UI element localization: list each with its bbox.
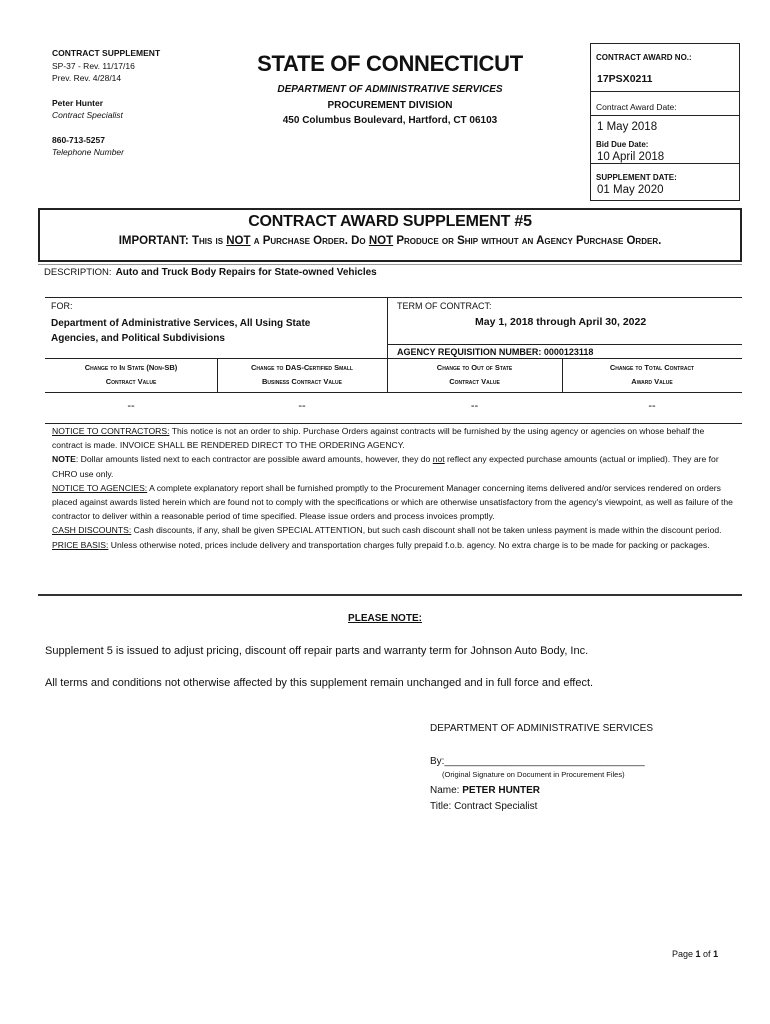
award-date-label: Contract Award Date: bbox=[596, 102, 677, 112]
award-date-value: 1 May 2018 bbox=[597, 121, 658, 133]
col-header-das-small-business: Change to DAS-Certified Small Business Contract Value bbox=[251, 363, 353, 386]
in-state-value: -- bbox=[127, 400, 135, 412]
signature-note: (Original Signature on Document in Procurement Files) bbox=[442, 770, 625, 779]
supplement-title: CONTRACT AWARD SUPPLEMENT #5 bbox=[248, 213, 532, 230]
contact-phone: 860-713-5257 bbox=[52, 134, 105, 145]
supplement-title-bar bbox=[38, 208, 742, 262]
divider bbox=[38, 264, 742, 265]
term-label: TERM OF CONTRACT: bbox=[397, 301, 492, 311]
important-notice: IMPORTANT: This is NOT a Purchase Order. Do NOT Produce or Ship without an Agency Purchase Order. bbox=[118, 235, 662, 247]
notice-price-basis: PRICE BASIS: Unless otherwise noted, prices include delivery and transportation charges fully prepaid f.o.b. agency. No extra charge is to be made for packing or packages. bbox=[52, 539, 710, 550]
award-no-value: 17PSX0211 bbox=[597, 73, 653, 85]
page-number: Page 1 of 1 bbox=[672, 949, 719, 959]
phone-label: Telephone Number bbox=[52, 147, 124, 157]
supplement-date-label: SUPPLEMENT DATE: bbox=[596, 173, 677, 182]
contract-details-table bbox=[45, 297, 742, 424]
notices-section bbox=[52, 424, 737, 552]
please-note-heading: PLEASE NOTE: bbox=[348, 613, 422, 624]
agency-address: 450 Columbus Boulevard, Hartford, CT 06103 bbox=[282, 115, 498, 126]
supplement-date-value: 01 May 2020 bbox=[597, 184, 664, 196]
agency-header bbox=[240, 50, 540, 126]
col-header-out-of-state: Change to Out of State Contract Value bbox=[436, 363, 513, 386]
signature-department: DEPARTMENT OF ADMINISTRATIVE SERVICES bbox=[430, 723, 654, 734]
supplement-purpose: Supplement 5 is issued to adjust pricing, discount off repair parts and warranty term for Johnson Auto Body, Inc. bbox=[45, 645, 589, 657]
for-label: FOR: bbox=[51, 301, 73, 311]
signature-line: By:____________________________________ bbox=[430, 756, 645, 767]
notice-agencies: NOTICE TO AGENCIES: A complete explanatory report shall be furnished promptly to the Procurement Manager concerning items delivered and/or services rendered on orders placed against awards listed herein which are found not to comply with the specifications or which are otherwise unsatisfactory from the agency's viewpoint, as well as failure of the contractor to deliver within a reasonable period of time specified. Please issue orders and process invoices promptly. bbox=[52, 482, 733, 522]
divider bbox=[38, 594, 742, 596]
award-info-box bbox=[590, 43, 740, 201]
division-name: PROCUREMENT DIVISION bbox=[327, 100, 453, 111]
col-header-total-award: Change to Total Contract Award Value bbox=[609, 363, 695, 386]
term-value: May 1, 2018 through April 30, 2022 bbox=[475, 316, 647, 328]
total-award-value: -- bbox=[648, 400, 656, 412]
description bbox=[44, 267, 377, 278]
contact-name: Peter Hunter bbox=[52, 97, 104, 108]
form-title: CONTRACT SUPPLEMENT bbox=[52, 48, 161, 58]
contact-title: Contract Specialist bbox=[52, 110, 123, 120]
signature-block bbox=[430, 723, 653, 812]
signer-title: Title: Contract Specialist bbox=[430, 801, 538, 812]
terms-statement: All terms and conditions not otherwise affected by this supplement remain unchanged and in full force and effect. bbox=[45, 677, 594, 689]
award-no-label: CONTRACT AWARD NO.: bbox=[596, 53, 692, 62]
das-small-business-value: -- bbox=[298, 400, 306, 412]
form-info bbox=[52, 47, 160, 159]
description-value: Auto and Truck Body Repairs for State-owned Vehicles bbox=[115, 267, 377, 278]
requisition-number: AGENCY REQUISITION NUMBER: 0000123118 bbox=[397, 347, 594, 357]
form-rev: SP-37 - Rev. 11/17/16 bbox=[52, 60, 135, 71]
bid-due-value: 10 April 2018 bbox=[597, 151, 665, 163]
notice-contractors: NOTICE TO CONTRACTORS: This notice is not an order to ship. Purchase Orders against contracts will be furnished by the using agency or agencies on whose behalf the contract is made. INVOICE SHALL BE RENDERED DIRECT TO THE ORDERING AGENCY. bbox=[52, 426, 705, 451]
out-of-state-value: -- bbox=[470, 400, 479, 412]
notice-cash-discounts: CASH DISCOUNTS: Cash discounts, if any, shall be given SPECIAL ATTENTION, but such cash discount shall not be taken unless payment is made within the discount period. bbox=[52, 525, 722, 536]
form-prev-rev: Prev. Rev. 4/28/14 bbox=[52, 73, 122, 83]
bid-due-label: Bid Due Date: bbox=[596, 140, 649, 149]
department-name: DEPARTMENT OF ADMINISTRATIVE SERVICES bbox=[277, 84, 503, 95]
state-title: STATE OF CONNECTICUT bbox=[257, 51, 523, 76]
for-value: Department of Administrative Services, All Using State Agencies, and Political Subdivisions bbox=[51, 318, 311, 344]
signer-name: Name: PETER HUNTER bbox=[430, 785, 541, 796]
col-header-in-state: Change to In State (Non-SB) Contract Value bbox=[84, 363, 178, 386]
notice-note: NOTE: Dollar amounts listed next to each contractor are possible award amounts, however, they do not reflect any expected purchase amounts (actual or implied). They are for CHRO use only. bbox=[52, 454, 719, 479]
description-label: DESCRIPTION: bbox=[44, 267, 112, 278]
